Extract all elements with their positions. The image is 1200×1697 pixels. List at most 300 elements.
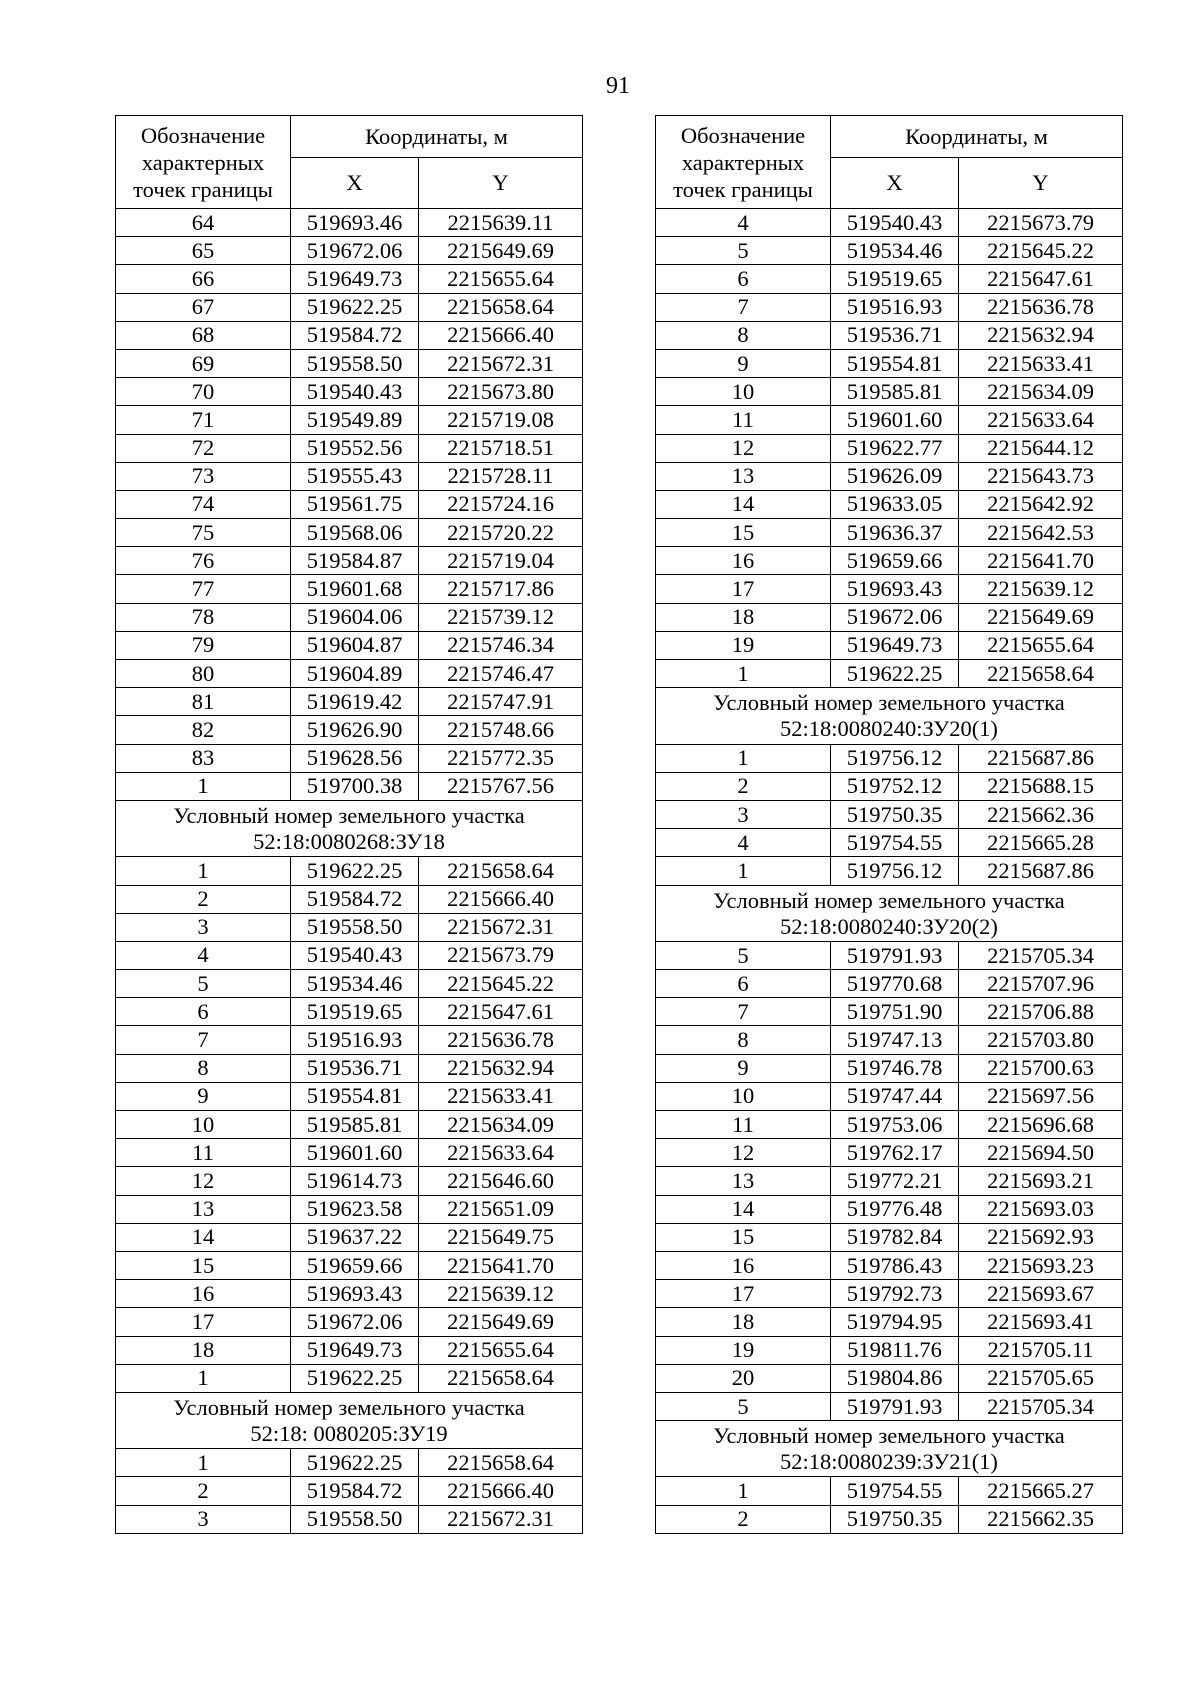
x-coordinate-cell: 519791.93 — [831, 941, 959, 969]
x-coordinate-cell: 519693.43 — [831, 575, 959, 603]
point-number-cell: 1 — [656, 1477, 831, 1505]
x-coordinate-cell: 519568.06 — [291, 519, 419, 547]
parcel-number-heading — [656, 688, 1123, 744]
x-coordinate-cell: 519604.87 — [291, 631, 419, 659]
y-coordinate-cell: 2215633.41 — [419, 1082, 583, 1110]
y-coordinate-cell: 2215673.79 — [959, 209, 1123, 237]
y-coordinate-cell: 2215693.03 — [959, 1195, 1123, 1223]
y-coordinate-cell: 2215644.12 — [959, 434, 1123, 462]
x-coordinate-cell: 519604.06 — [291, 603, 419, 631]
point-number-cell: 70 — [116, 378, 291, 406]
parcel-heading-label: Условный номер земельного участка — [173, 1395, 525, 1421]
y-coordinate-cell: 2215672.31 — [419, 1505, 583, 1533]
y-coordinate-cell: 2215688.15 — [959, 772, 1123, 800]
point-number-cell: 65 — [116, 237, 291, 265]
x-coordinate-cell: 519791.93 — [831, 1392, 959, 1420]
table-row — [656, 800, 1123, 828]
x-coordinate-cell: 519672.06 — [291, 1308, 419, 1336]
parcel-number-heading — [656, 885, 1123, 941]
point-number-cell: 9 — [116, 1082, 291, 1110]
table-row — [116, 1449, 583, 1477]
table-row — [116, 434, 583, 462]
table-row — [656, 293, 1123, 321]
table-row — [656, 265, 1123, 293]
table-row — [116, 941, 583, 969]
x-coordinate-cell: 519747.44 — [831, 1082, 959, 1110]
y-coordinate-cell: 2215719.04 — [419, 547, 583, 575]
y-coordinate-cell: 2215655.64 — [419, 1336, 583, 1364]
table-row — [656, 519, 1123, 547]
y-coordinate-cell: 2215694.50 — [959, 1139, 1123, 1167]
x-coordinate-cell: 519622.25 — [291, 1364, 419, 1392]
y-coordinate-cell: 2215672.31 — [419, 349, 583, 377]
y-coordinate-cell: 2215633.64 — [959, 406, 1123, 434]
x-coordinate-cell: 519750.35 — [831, 800, 959, 828]
table-row — [656, 1167, 1123, 1195]
x-coordinate-cell: 519558.50 — [291, 1505, 419, 1533]
table-row — [656, 1223, 1123, 1251]
y-coordinate-cell: 2215706.88 — [959, 998, 1123, 1026]
point-number-cell: 1 — [656, 660, 831, 688]
point-number-cell: 75 — [116, 519, 291, 547]
header-point-label: Обозначение характерных точек границы — [116, 116, 291, 209]
x-coordinate-cell: 519746.78 — [831, 1054, 959, 1082]
point-number-cell: 11 — [656, 406, 831, 434]
table-row — [116, 293, 583, 321]
x-coordinate-cell: 519619.42 — [291, 688, 419, 716]
y-coordinate-cell: 2215728.11 — [419, 462, 583, 490]
section-header-row — [656, 688, 1123, 744]
table-row — [116, 575, 583, 603]
point-number-cell: 72 — [116, 434, 291, 462]
y-coordinate-cell: 2215633.64 — [419, 1139, 583, 1167]
x-coordinate-cell: 519804.86 — [831, 1364, 959, 1392]
parcel-number-heading — [656, 1421, 1123, 1477]
y-coordinate-cell: 2215642.53 — [959, 519, 1123, 547]
point-number-cell: 13 — [656, 462, 831, 490]
point-number-cell: 11 — [116, 1139, 291, 1167]
table-row — [656, 744, 1123, 772]
table-row — [116, 209, 583, 237]
y-coordinate-cell: 2215707.96 — [959, 970, 1123, 998]
point-number-cell: 67 — [116, 293, 291, 321]
x-coordinate-cell: 519626.09 — [831, 462, 959, 490]
point-number-cell: 1 — [656, 857, 831, 885]
point-number-cell: 10 — [116, 1111, 291, 1139]
y-coordinate-cell: 2215649.69 — [419, 237, 583, 265]
table-row — [116, 1026, 583, 1054]
x-coordinate-cell: 519534.46 — [291, 970, 419, 998]
table-row — [656, 1111, 1123, 1139]
parcel-heading-label: Условный номер земельного участка — [713, 690, 1065, 716]
point-number-cell: 8 — [656, 1026, 831, 1054]
point-number-cell: 82 — [116, 716, 291, 744]
table-row — [656, 490, 1123, 518]
point-number-cell: 17 — [656, 1280, 831, 1308]
table-row — [656, 1336, 1123, 1364]
table-row — [656, 547, 1123, 575]
point-number-cell: 3 — [116, 1505, 291, 1533]
y-coordinate-cell: 2215645.22 — [419, 970, 583, 998]
table-row — [116, 998, 583, 1026]
x-coordinate-cell: 519659.66 — [831, 547, 959, 575]
y-coordinate-cell: 2215665.28 — [959, 829, 1123, 857]
y-coordinate-cell: 2215705.11 — [959, 1336, 1123, 1364]
y-coordinate-cell: 2215748.66 — [419, 716, 583, 744]
point-number-cell: 4 — [116, 941, 291, 969]
x-coordinate-cell: 519549.89 — [291, 406, 419, 434]
point-number-cell: 17 — [656, 575, 831, 603]
table-row — [656, 378, 1123, 406]
x-coordinate-cell: 519786.43 — [831, 1251, 959, 1279]
y-coordinate-cell: 2215658.64 — [419, 857, 583, 885]
point-number-cell: 19 — [656, 1336, 831, 1364]
y-coordinate-cell: 2215703.80 — [959, 1026, 1123, 1054]
point-number-cell: 5 — [656, 237, 831, 265]
x-coordinate-cell: 519584.72 — [291, 1477, 419, 1505]
x-coordinate-cell: 519622.25 — [831, 660, 959, 688]
x-coordinate-cell: 519782.84 — [831, 1223, 959, 1251]
table-row — [116, 406, 583, 434]
x-coordinate-cell: 519554.81 — [831, 349, 959, 377]
point-number-cell: 17 — [116, 1308, 291, 1336]
x-coordinate-cell: 519601.68 — [291, 575, 419, 603]
table-row — [116, 1223, 583, 1251]
point-number-cell: 3 — [656, 800, 831, 828]
table-row — [656, 970, 1123, 998]
point-number-cell: 68 — [116, 321, 291, 349]
coordinates-table-left-body — [116, 209, 583, 1534]
table-row — [656, 1054, 1123, 1082]
y-coordinate-cell: 2215767.56 — [419, 772, 583, 800]
parcel-cadastral-number: 52:18:0080268:ЗУ18 — [253, 829, 445, 855]
x-coordinate-cell: 519700.38 — [291, 772, 419, 800]
y-coordinate-cell: 2215705.65 — [959, 1364, 1123, 1392]
y-coordinate-cell: 2215697.56 — [959, 1082, 1123, 1110]
table-row — [656, 321, 1123, 349]
y-coordinate-cell: 2215696.68 — [959, 1111, 1123, 1139]
parcel-number-heading — [116, 800, 583, 856]
y-coordinate-cell: 2215641.70 — [959, 547, 1123, 575]
point-number-cell: 12 — [656, 434, 831, 462]
table-row — [656, 434, 1123, 462]
point-number-cell: 16 — [656, 547, 831, 575]
header-x-label: X — [831, 158, 959, 209]
header-y-label: Y — [959, 158, 1123, 209]
table-row — [116, 321, 583, 349]
table-row — [656, 462, 1123, 490]
y-coordinate-cell: 2215634.09 — [419, 1111, 583, 1139]
table-row — [656, 772, 1123, 800]
table-row — [116, 660, 583, 688]
parcel-heading-label: Условный номер земельного участка — [713, 887, 1065, 913]
point-number-cell: 12 — [656, 1139, 831, 1167]
x-coordinate-cell: 519649.73 — [291, 1336, 419, 1364]
x-coordinate-cell: 519552.56 — [291, 434, 419, 462]
x-coordinate-cell: 519753.06 — [831, 1111, 959, 1139]
y-coordinate-cell: 2215655.64 — [959, 631, 1123, 659]
x-coordinate-cell: 519584.87 — [291, 547, 419, 575]
x-coordinate-cell: 519601.60 — [831, 406, 959, 434]
y-coordinate-cell: 2215718.51 — [419, 434, 583, 462]
point-number-cell: 69 — [116, 349, 291, 377]
y-coordinate-cell: 2215666.40 — [419, 1477, 583, 1505]
table-row — [656, 1026, 1123, 1054]
y-coordinate-cell: 2215724.16 — [419, 490, 583, 518]
x-coordinate-cell: 519540.43 — [291, 378, 419, 406]
header-coords-label: Координаты, м — [291, 116, 583, 158]
x-coordinate-cell: 519628.56 — [291, 744, 419, 772]
y-coordinate-cell: 2215772.35 — [419, 744, 583, 772]
table-row — [656, 1392, 1123, 1420]
header-coords-label: Координаты, м — [831, 116, 1123, 158]
point-number-cell: 73 — [116, 462, 291, 490]
table-row — [656, 209, 1123, 237]
y-coordinate-cell: 2215687.86 — [959, 744, 1123, 772]
x-coordinate-cell: 519536.71 — [831, 321, 959, 349]
x-coordinate-cell: 519622.25 — [291, 293, 419, 321]
point-number-cell: 1 — [116, 1364, 291, 1392]
point-number-cell: 1 — [116, 1449, 291, 1477]
x-coordinate-cell: 519558.50 — [291, 913, 419, 941]
table-row — [116, 631, 583, 659]
x-coordinate-cell: 519585.81 — [831, 378, 959, 406]
header-x-label: X — [291, 158, 419, 209]
y-coordinate-cell: 2215672.31 — [419, 913, 583, 941]
table-row — [656, 1280, 1123, 1308]
table-row — [656, 631, 1123, 659]
point-number-cell: 66 — [116, 265, 291, 293]
parcel-cadastral-number: 52:18:0080240:ЗУ20(1) — [780, 716, 998, 742]
x-coordinate-cell: 519584.72 — [291, 885, 419, 913]
x-coordinate-cell: 519672.06 — [291, 237, 419, 265]
table-row — [116, 970, 583, 998]
point-number-cell: 14 — [116, 1223, 291, 1251]
point-number-cell: 11 — [656, 1111, 831, 1139]
coordinates-table-right — [655, 115, 1123, 1534]
x-coordinate-cell: 519519.65 — [291, 998, 419, 1026]
point-number-cell: 5 — [116, 970, 291, 998]
y-coordinate-cell: 2215693.21 — [959, 1167, 1123, 1195]
table-row — [116, 1308, 583, 1336]
x-coordinate-cell: 519623.58 — [291, 1195, 419, 1223]
y-coordinate-cell: 2215673.80 — [419, 378, 583, 406]
x-coordinate-cell: 519555.43 — [291, 462, 419, 490]
y-coordinate-cell: 2215739.12 — [419, 603, 583, 631]
point-number-cell: 1 — [116, 772, 291, 800]
point-number-cell: 2 — [116, 885, 291, 913]
y-coordinate-cell: 2215636.78 — [959, 293, 1123, 321]
x-coordinate-cell: 519693.43 — [291, 1280, 419, 1308]
y-coordinate-cell: 2215649.69 — [419, 1308, 583, 1336]
point-number-cell: 7 — [656, 293, 831, 321]
x-coordinate-cell: 519750.35 — [831, 1505, 959, 1533]
y-coordinate-cell: 2215647.61 — [419, 998, 583, 1026]
x-coordinate-cell: 519584.72 — [291, 321, 419, 349]
point-number-cell: 78 — [116, 603, 291, 631]
x-coordinate-cell: 519752.12 — [831, 772, 959, 800]
y-coordinate-cell: 2215693.23 — [959, 1251, 1123, 1279]
x-coordinate-cell: 519792.73 — [831, 1280, 959, 1308]
point-number-cell: 12 — [116, 1167, 291, 1195]
point-number-cell: 10 — [656, 1082, 831, 1110]
table-row — [116, 1082, 583, 1110]
point-number-cell: 7 — [656, 998, 831, 1026]
point-number-cell: 9 — [656, 1054, 831, 1082]
table-row — [116, 603, 583, 631]
x-coordinate-cell: 519516.93 — [291, 1026, 419, 1054]
table-row — [116, 744, 583, 772]
point-number-cell: 18 — [116, 1336, 291, 1364]
x-coordinate-cell: 519534.46 — [831, 237, 959, 265]
coordinates-table-left — [115, 115, 583, 1534]
y-coordinate-cell: 2215658.64 — [419, 293, 583, 321]
x-coordinate-cell: 519536.71 — [291, 1054, 419, 1082]
y-coordinate-cell: 2215634.09 — [959, 378, 1123, 406]
y-coordinate-cell: 2215651.09 — [419, 1195, 583, 1223]
point-number-cell: 16 — [656, 1251, 831, 1279]
y-coordinate-cell: 2215700.63 — [959, 1054, 1123, 1082]
x-coordinate-cell: 519762.17 — [831, 1139, 959, 1167]
table-row — [116, 716, 583, 744]
y-coordinate-cell: 2215643.73 — [959, 462, 1123, 490]
y-coordinate-cell: 2215633.41 — [959, 349, 1123, 377]
table-row — [656, 1082, 1123, 1110]
y-coordinate-cell: 2215658.64 — [419, 1449, 583, 1477]
x-coordinate-cell: 519754.55 — [831, 829, 959, 857]
table-row — [116, 1139, 583, 1167]
y-coordinate-cell: 2215649.75 — [419, 1223, 583, 1251]
point-number-cell: 1 — [656, 744, 831, 772]
x-coordinate-cell: 519519.65 — [831, 265, 959, 293]
table-row — [656, 575, 1123, 603]
x-coordinate-cell: 519614.73 — [291, 1167, 419, 1195]
y-coordinate-cell: 2215705.34 — [959, 1392, 1123, 1420]
y-coordinate-cell: 2215639.12 — [959, 575, 1123, 603]
y-coordinate-cell: 2215693.41 — [959, 1308, 1123, 1336]
y-coordinate-cell: 2215641.70 — [419, 1251, 583, 1279]
x-coordinate-cell: 519756.12 — [831, 744, 959, 772]
table-row — [116, 857, 583, 885]
parcel-cadastral-number: 52:18:0080240:ЗУ20(2) — [780, 913, 998, 939]
y-coordinate-cell: 2215719.08 — [419, 406, 583, 434]
point-number-cell: 2 — [116, 1477, 291, 1505]
x-coordinate-cell: 519649.73 — [831, 631, 959, 659]
point-number-cell: 13 — [656, 1167, 831, 1195]
y-coordinate-cell: 2215673.79 — [419, 941, 583, 969]
table-row — [116, 1251, 583, 1279]
x-coordinate-cell: 519516.93 — [831, 293, 959, 321]
point-number-cell: 15 — [116, 1251, 291, 1279]
y-coordinate-cell: 2215717.86 — [419, 575, 583, 603]
x-coordinate-cell: 519558.50 — [291, 349, 419, 377]
point-number-cell: 64 — [116, 209, 291, 237]
y-coordinate-cell: 2215636.78 — [419, 1026, 583, 1054]
x-coordinate-cell: 519693.46 — [291, 209, 419, 237]
table-row — [656, 1251, 1123, 1279]
x-coordinate-cell: 519672.06 — [831, 603, 959, 631]
point-number-cell: 13 — [116, 1195, 291, 1223]
table-row — [116, 490, 583, 518]
x-coordinate-cell: 519649.73 — [291, 265, 419, 293]
point-number-cell: 74 — [116, 490, 291, 518]
table-row — [116, 1336, 583, 1364]
y-coordinate-cell: 2215647.61 — [959, 265, 1123, 293]
y-coordinate-cell: 2215658.64 — [419, 1364, 583, 1392]
table-row — [116, 913, 583, 941]
y-coordinate-cell: 2215639.12 — [419, 1280, 583, 1308]
x-coordinate-cell: 519659.66 — [291, 1251, 419, 1279]
table-row — [116, 1477, 583, 1505]
table-row — [116, 378, 583, 406]
parcel-heading-label: Условный номер земельного участка — [173, 803, 525, 829]
y-coordinate-cell: 2215655.64 — [419, 265, 583, 293]
x-coordinate-cell: 519633.05 — [831, 490, 959, 518]
x-coordinate-cell: 519794.95 — [831, 1308, 959, 1336]
table-row — [116, 1280, 583, 1308]
point-number-cell: 79 — [116, 631, 291, 659]
point-number-cell: 18 — [656, 603, 831, 631]
point-number-cell: 6 — [656, 265, 831, 293]
table-row — [116, 772, 583, 800]
table-row — [116, 885, 583, 913]
point-number-cell: 4 — [656, 209, 831, 237]
point-number-cell: 3 — [116, 913, 291, 941]
x-coordinate-cell: 519756.12 — [831, 857, 959, 885]
point-number-cell: 2 — [656, 772, 831, 800]
parcel-number-heading — [116, 1392, 583, 1448]
y-coordinate-cell: 2215746.47 — [419, 660, 583, 688]
y-coordinate-cell: 2215642.92 — [959, 490, 1123, 518]
x-coordinate-cell: 519622.25 — [291, 1449, 419, 1477]
point-number-cell: 18 — [656, 1308, 831, 1336]
table-row — [116, 688, 583, 716]
table-row — [656, 1139, 1123, 1167]
x-coordinate-cell: 519747.13 — [831, 1026, 959, 1054]
table-row — [116, 462, 583, 490]
y-coordinate-cell: 2215746.34 — [419, 631, 583, 659]
point-number-cell: 9 — [656, 349, 831, 377]
point-number-cell: 10 — [656, 378, 831, 406]
x-coordinate-cell: 519636.37 — [831, 519, 959, 547]
point-number-cell: 77 — [116, 575, 291, 603]
table-row — [656, 829, 1123, 857]
x-coordinate-cell: 519626.90 — [291, 716, 419, 744]
table-row — [656, 349, 1123, 377]
table-row — [656, 1477, 1123, 1505]
x-coordinate-cell: 519601.60 — [291, 1139, 419, 1167]
point-number-cell: 80 — [116, 660, 291, 688]
point-number-cell: 71 — [116, 406, 291, 434]
point-number-cell: 8 — [656, 321, 831, 349]
parcel-heading-label: Условный номер земельного участка — [713, 1423, 1065, 1449]
section-header-row — [656, 1421, 1123, 1477]
point-number-cell: 1 — [116, 857, 291, 885]
table-row — [656, 941, 1123, 969]
y-coordinate-cell: 2215705.34 — [959, 941, 1123, 969]
y-coordinate-cell: 2215693.67 — [959, 1280, 1123, 1308]
y-coordinate-cell: 2215666.40 — [419, 321, 583, 349]
x-coordinate-cell: 519585.81 — [291, 1111, 419, 1139]
y-coordinate-cell: 2215662.35 — [959, 1505, 1123, 1533]
table-row — [116, 349, 583, 377]
x-coordinate-cell: 519811.76 — [831, 1336, 959, 1364]
y-coordinate-cell: 2215692.93 — [959, 1223, 1123, 1251]
point-number-cell: 6 — [656, 970, 831, 998]
y-coordinate-cell: 2215687.86 — [959, 857, 1123, 885]
y-coordinate-cell: 2215646.60 — [419, 1167, 583, 1195]
x-coordinate-cell: 519554.81 — [291, 1082, 419, 1110]
